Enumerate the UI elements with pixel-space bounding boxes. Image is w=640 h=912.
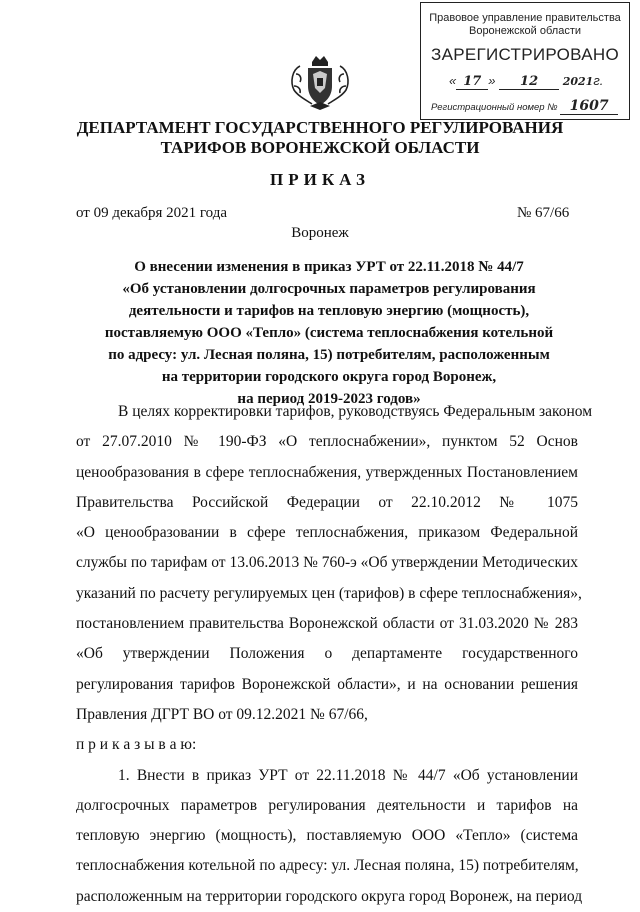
- title-line: О внесении изменения в приказ УРТ от 22.11.2018 № 44/7: [134, 259, 524, 275]
- body-line: долгосрочных параметров регулирования деятельности и тарифов на: [76, 796, 578, 814]
- stamp-date-year: 2021: [562, 75, 594, 88]
- stamp-registered-label: ЗАРЕГИСТРИРОВАНО: [431, 45, 619, 64]
- stamp-date: « 17 » 12 2021г.: [449, 73, 604, 89]
- title-line: поставляемую ООО «Тепло» (система теплоснабжения котельной: [104, 325, 554, 341]
- body-line: постановлением правительства Воронежской области от 31.03.2020 № 283: [76, 615, 578, 633]
- body-line: «Об утверждении Положения о департаменте государственного: [76, 645, 578, 663]
- document-city: Воронеж: [291, 225, 349, 241]
- body-line: Правления ДГРТ ВО от 09.12.2021 № 67/66,: [76, 705, 368, 723]
- stamp-org-line1: Правовое управление правительства: [429, 12, 621, 24]
- body-line: «О ценообразовании в сфере теплоснабжения, приказом Федеральной: [76, 524, 578, 542]
- title-line: «Об установлении долгосрочных параметров регулирования: [122, 281, 536, 297]
- registration-stamp: [420, 2, 630, 120]
- department-name-line2: ТАРИФОВ ВОРОНЕЖСКОЙ ОБЛАСТИ: [160, 138, 480, 157]
- coat-of-arms-icon: [286, 52, 354, 112]
- document-type: ПРИКАЗ: [270, 170, 370, 189]
- stamp-reg-number: 1607: [560, 98, 618, 115]
- stamp-date-month: 12: [499, 74, 559, 90]
- title-line: на период 2019-2023 годов»: [237, 391, 421, 407]
- body-line: ценообразования в сфере теплоснабжения, утвержденных Постановлением: [76, 463, 578, 481]
- order-keyword: п р и к а з ы в а ю:: [76, 736, 197, 754]
- stamp-date-suffix: г.: [593, 73, 604, 88]
- document-number: № 67/66: [517, 205, 570, 221]
- title-line: на территории городского округа город Воронеж,: [161, 369, 497, 385]
- body-line: службы по тарифам от 13.06.2013 № 760-э «Об утверждении Методических: [76, 554, 579, 572]
- body-line: от 27.07.2010 № 190-ФЗ «О теплоснабжении», пунктом 52 Основ: [76, 433, 578, 451]
- stamp-reg-number-row: [431, 98, 618, 115]
- title-line: по адресу: ул. Лесная поляна, 15) потребителям, расположенным: [108, 347, 550, 363]
- body-line: В целях корректировки тарифов, руководствуясь Федеральным законом: [118, 403, 593, 420]
- stamp-reg-number-label: Регистрационный номер №: [431, 102, 558, 113]
- title-line: деятельности и тарифов на тепловую энергию (мощность),: [128, 303, 530, 319]
- document-title: [0, 256, 640, 410]
- body-line: теплоснабжения котельной по адресу: ул. Лесная поляна, 15) потребителям,: [76, 857, 579, 875]
- stamp-org-line2: Воронежской области: [468, 25, 581, 37]
- body-line: Правительства Российской Федерации от 22.10.2012 № 1075: [76, 493, 578, 511]
- body-line: указаний по расчету регулируемых цен (тарифов) в сфере теплоснабжения»,: [76, 584, 582, 602]
- department-name-line1: ДЕПАРТАМЕНТ ГОСУДАРСТВЕННОГО РЕГУЛИРОВАНИЯ: [76, 118, 564, 137]
- body-line: расположенным на территории городского округа город Воронеж, на период: [76, 887, 583, 905]
- body-line: регулирования тарифов Воронежской области», и на основании решения: [76, 675, 578, 693]
- document-date: от 09 декабря 2021 года: [76, 205, 228, 221]
- body-line: 1. Внести в приказ УРТ от 22.11.2018 № 44/7 «Об установлении: [118, 766, 578, 784]
- document-body: [76, 397, 593, 912]
- body-line: тепловую энергию (мощность), поставляемую ООО «Тепло» (система: [76, 827, 578, 845]
- stamp-date-day: 17: [456, 74, 488, 90]
